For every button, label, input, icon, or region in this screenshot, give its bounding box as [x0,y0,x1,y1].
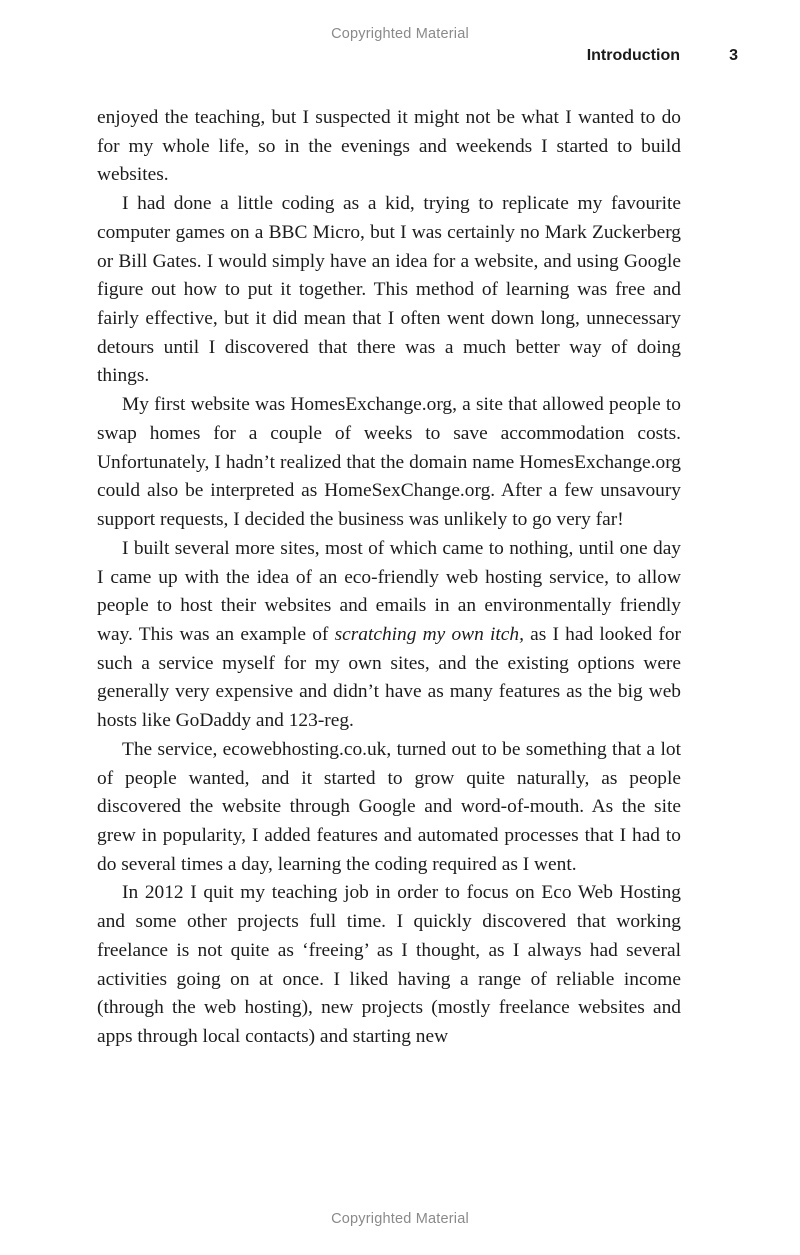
paragraph-quit-teaching: In 2012 I quit my teaching job in order to focus on Eco Web Hosting and some other projects full time. I quickly discovered that working freelance is not quite as ‘freeing’ as I thought, as I always had several activities going on at once. I liked having a range of reliable income (through the web hosting), new projects (mostly freelance websites and apps through local contacts) and starting new [97,882,681,1047]
paragraph-first-website: My first website was HomesExchange.org, a site that allowed people to swap homes for a couple of weeks to save accommodation costs. Unfortunately, I hadn’t realized that the domain name HomesExchange.org could also be interpreted as HomeSexChange.org. After a few unsavoury support requests, I decided the business was unlikely to go very far! [97,394,681,531]
body-text [97,104,681,1052]
paragraph-eco-hosting-idea [97,535,681,736]
paragraph-ecowebhosting-growth: The service, ecowebhosting.co.uk, turned out to be something that a lot of people wanted, and it started to grow quite naturally, as people discovered the website through Google and word-of-mouth. As the site grew in popularity, I added features and automated processes that I had to do several times a day, learning the coding required as I went. [97,738,681,875]
page-number: 3 [729,47,738,64]
paragraph-text: I built several more sites, most of which came to nothing, until one day I came up with the idea of an eco-friendly web hosting service, to allow people to host their websites and emails in an environmentally friendly way. This was an example of [97,537,681,645]
paragraph-text: as I had looked for such a service myself for my own sites, and the existing options were generally very expensive and didn’t have as many features as the big web hosts like GoDaddy and 123-reg. [97,623,681,732]
paragraph-coding-as-kid: I had done a little coding as a kid, trying to replicate my favourite computer games on a BBC Micro, but I was certainly no Mark Zuckerberg or Bill Gates. I would simply have an idea for a website, and using Google figure out how to put it together. This method of learning was free and fairly effective, but it did mean that I often went down long, unnecessary detours until I discovered that there was a much better way of doing things. [97,193,681,387]
running-head [97,47,741,71]
copyright-watermark-top: Copyrighted Material [331,26,469,42]
paragraph-continued: enjoyed the teaching, but I suspected it might not be what I wanted to do for my whole life, so in the evenings and weekends I started to build websites. [97,107,681,186]
emphasis-text: scratching my own itch, [334,623,524,645]
copyright-watermark-bottom: Copyrighted Material [331,1211,469,1227]
section-title: Introduction [586,47,680,64]
